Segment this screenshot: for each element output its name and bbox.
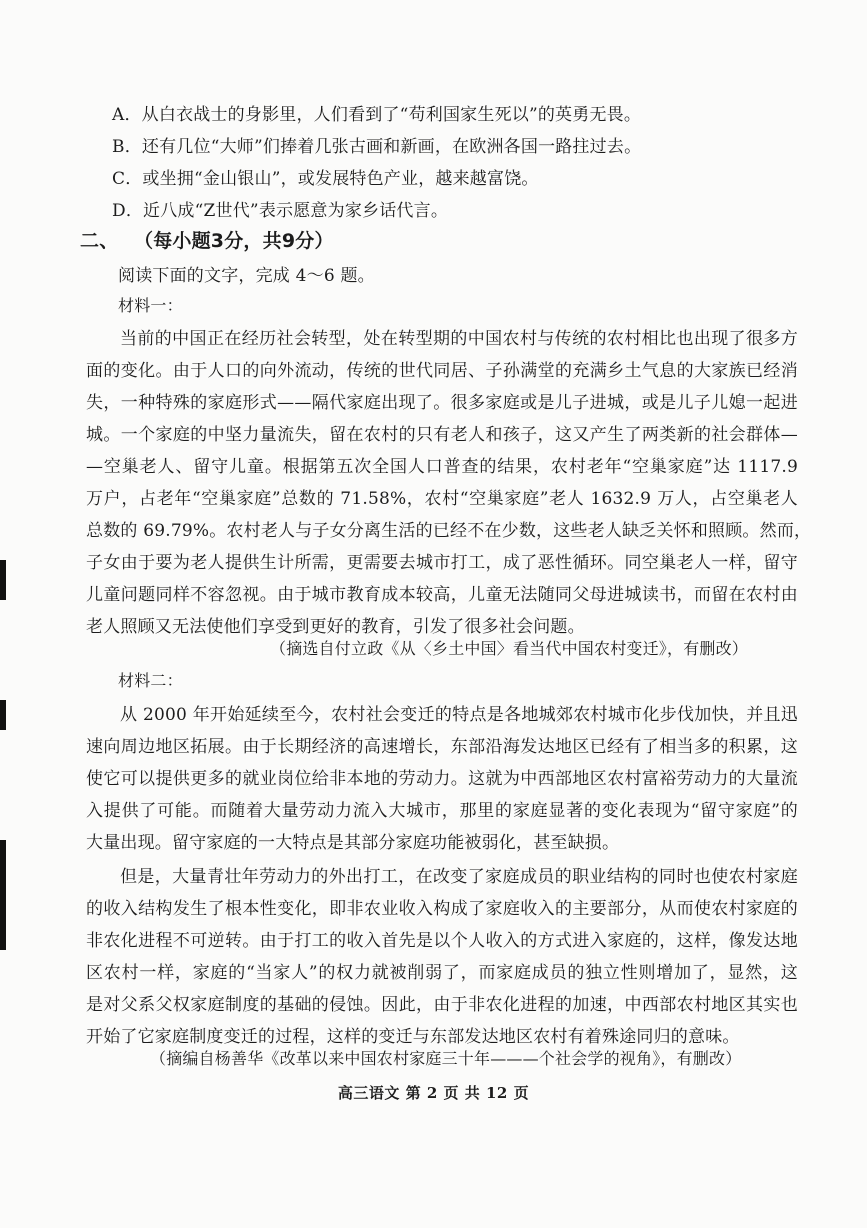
material-1-label: 材料一： [118,296,183,315]
material-2-line: 是对父系父权家庭制度的基础的侵蚀。因此，由于非农化进程的加速，中西部农村地区其实也 [86,995,798,1015]
material-2-source: （摘编自杨善华《改革以来中国农村家庭三十年———个社会学的视角》，有删改） [150,1049,742,1068]
section-number: 二、 [80,230,119,252]
material-2-line: 速向周边地区拓展。由于长期经济的高速增长，东部沿海发达地区已经有了相当多的积累，这 [86,737,798,757]
option-d: D．近八成“Z世代”表示愿意为家乡话代言。 [112,201,449,221]
option-a: A．从白衣战士的身影里，人们看到了“苟利国家生死以”的英勇无畏。 [112,105,642,125]
section-title: （每小题3分，共9分） [134,230,334,252]
material-2-line: 开始了它家庭制度变迁的过程，这样的变迁与东部发达地区农村有着殊途同归的意味。 [86,1027,740,1047]
material-1-line: 万户，占老年“空巢家庭”总数的 71.58%，农村“空巢家庭”老人 1632.9 万人，占空巢老人 [86,489,798,509]
material-1-line: 面的变化。由于人口的向外流动，传统的世代同居、子孙满堂的充满乡土气息的大家族已经消 [86,361,798,381]
option-b: B．还有几位“大师”们捧着几张古画和新画，在欧洲各国一路拄过去。 [112,137,642,157]
section-instruction: 阅读下面的文字，完成 4～6 题。 [118,266,375,286]
material-1-source: （摘选自付立政《从〈乡土中国〉看当代中国农村变迁》，有删改） [270,639,749,658]
material-2-label: 材料二： [118,671,183,690]
material-1-line: 失，一种特殊的家庭形式——隔代家庭出现了。很多家庭或是儿子进城，或是儿子儿媳一起进 [86,393,798,413]
material-1-line: 儿童问题同样不容忽视。由于城市教育成本较高，儿童无法随同父母进城读书，而留在农村由 [86,585,798,605]
material-1-line: 子女由于要为老人提供生计所需，更需要去城市打工，成了恶性循环。同空巢老人一样，留守 [86,553,798,573]
material-1-line: 城。一个家庭的中坚力量流失，留在农村的只有老人和孩子，这又产生了两类新的社会群体— [86,425,798,445]
material-2-line: 入提供了可能。而随着大量劳动力流入大城市，那里的家庭显著的变化表现为“留守家庭”的 [86,801,798,821]
material-1-line: —空巢老人、留守儿童。根据第五次全国人口普查的结果，农村老年“空巢家庭”达 1117.9 [86,457,798,477]
scan-edge-mark [0,560,6,600]
option-c: C．或坐拥“金山银山”，或发展特色产业，越来越富饶。 [112,169,539,189]
material-2-line: 大量出现。留守家庭的一大特点是其部分家庭功能被弱化，甚至缺损。 [86,833,620,853]
material-1-line: 当前的中国正在经历社会转型，处在转型期的中国农村与传统的农村相比也出现了很多方 [120,329,798,349]
section-heading [80,226,334,253]
scan-edge-mark [0,700,6,730]
material-2-line: 从 2000 年开始延续至今，农村社会变迁的特点是各地城郊农村城市化步伐加快，并且迅 [120,705,798,725]
material-2-line: 但是，大量青壮年劳动力的外出打工，在改变了家庭成员的职业结构的同时也使农村家庭 [120,867,798,887]
page-footer: 高三语文 第 2 页 共 12 页 [337,1084,530,1102]
material-2-line: 非农化进程不可逆转。由于打工的收入首先是以个人收入的方式进入家庭的，这样，像发达地 [86,931,798,951]
material-2-line: 的收入结构发生了根本性变化，即非农业收入构成了家庭收入的主要部分，从而使农村家庭的 [86,899,798,919]
material-2-line: 使它可以提供更多的就业岗位给非本地的劳动力。这就为中西部地区农村富裕劳动力的大量流 [86,769,798,789]
material-1-line: 老人照顾又无法使他们享受到更好的教育，引发了很多社会问题。 [86,617,585,637]
scan-edge-mark [0,840,6,950]
material-1-line: 总数的 69.79%。农村老人与子女分离生活的已经不在少数，这些老人缺乏关怀和照顾。然而， [86,521,812,541]
material-2-line: 区农村一样，家庭的“当家人”的权力就被削弱了，而家庭成员的独立性则增加了，显然，这 [86,963,798,983]
